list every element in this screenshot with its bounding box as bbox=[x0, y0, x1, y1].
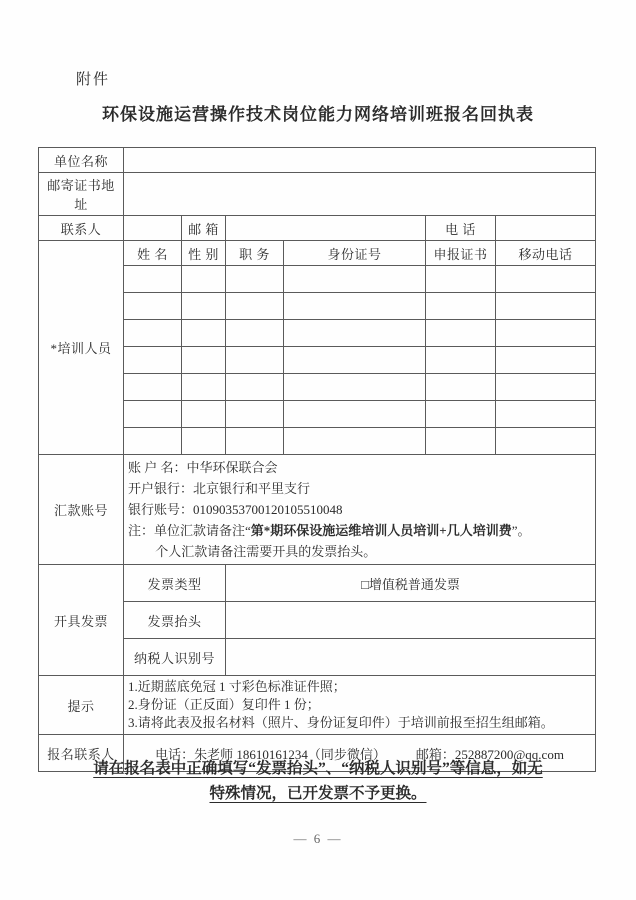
trainee-cell bbox=[284, 320, 426, 347]
unit-name-value-cell bbox=[124, 148, 596, 173]
trainee-cell bbox=[496, 374, 596, 401]
trainee-cell bbox=[182, 293, 226, 320]
remittance-note bbox=[128, 520, 591, 541]
invoice-title-value-cell bbox=[226, 602, 596, 639]
trainee-cell bbox=[226, 428, 284, 455]
trainee-cell bbox=[284, 347, 426, 374]
trainee-cell bbox=[182, 320, 226, 347]
contact-name-cell bbox=[124, 216, 182, 241]
page-title: 环保设施运营操作技术岗位能力网络培训班报名回执表 bbox=[102, 105, 534, 124]
contact-row bbox=[39, 216, 596, 241]
mailing-address-value-cell bbox=[124, 173, 596, 216]
attachment-label: 附件 bbox=[76, 72, 111, 88]
page-number: — 6 — bbox=[293, 831, 343, 846]
unit-name-label: 单位名称 bbox=[39, 148, 124, 173]
trainee-cell bbox=[284, 374, 426, 401]
trainee-cell bbox=[426, 374, 496, 401]
trainee-cell bbox=[496, 428, 596, 455]
trainee-cell bbox=[226, 374, 284, 401]
footer-note-line2: 特殊情况，已开发票不予更换。 bbox=[209, 785, 427, 802]
trainee-cell bbox=[284, 428, 426, 455]
trainee-cell bbox=[426, 347, 496, 374]
trainee-header-row bbox=[39, 241, 596, 266]
trainee-cell bbox=[496, 293, 596, 320]
tips-row bbox=[39, 676, 596, 735]
mailing-address-label: 邮寄证书地址 bbox=[39, 173, 124, 216]
col-header-gender: 性 别 bbox=[182, 241, 226, 266]
trainee-cell bbox=[284, 266, 426, 293]
remittance-details-cell bbox=[124, 455, 596, 565]
trainee-cell bbox=[496, 320, 596, 347]
taxpayer-id-value-cell bbox=[226, 639, 596, 676]
trainee-cell bbox=[124, 293, 182, 320]
trainee-cell bbox=[226, 320, 284, 347]
invoice-type-row bbox=[39, 565, 596, 602]
remittance-bank: 开户银行：北京银行和平里支行 bbox=[128, 481, 311, 496]
trainee-cell bbox=[182, 428, 226, 455]
trainee-cell bbox=[182, 401, 226, 428]
trainee-cell bbox=[182, 266, 226, 293]
remittance-account-name: 账 户 名：中华环保联合会 bbox=[128, 460, 278, 475]
remittance-note-prefix: 注：单位汇款请备注“ bbox=[128, 523, 251, 538]
trainee-cell bbox=[226, 293, 284, 320]
invoice-title-label: 发票抬头 bbox=[124, 602, 226, 639]
remittance-account-number: 银行账号：01090353700120105510048 bbox=[128, 502, 343, 517]
trainee-cell bbox=[426, 266, 496, 293]
trainee-cell bbox=[426, 401, 496, 428]
remittance-note-emphasis: 第*期环保设施运维培训人员培训+几人培训费 bbox=[250, 523, 512, 538]
trainee-cell bbox=[426, 428, 496, 455]
tips-label: 提示 bbox=[39, 676, 124, 735]
registration-contact-phone: 电话：朱老师 18610161234（同步微信） bbox=[155, 746, 386, 762]
invoice-type-checkbox-cell: □增值税普通发票 bbox=[226, 565, 596, 602]
trainee-cell bbox=[124, 320, 182, 347]
registration-contact-label: 报名联系人 bbox=[39, 735, 124, 772]
tip-item-3: 3.请将此表及报名材料（照片、身份证复印件）于培训前报至招生组邮箱。 bbox=[128, 715, 554, 730]
trainee-cell bbox=[284, 293, 426, 320]
trainees-label: *培训人员 bbox=[39, 241, 124, 455]
contact-label: 联系人 bbox=[39, 216, 124, 241]
trainee-cell bbox=[226, 401, 284, 428]
trainee-cell bbox=[226, 266, 284, 293]
trainee-cell bbox=[124, 401, 182, 428]
phone-label: 电 话 bbox=[426, 216, 496, 241]
tip-item-2: 2.身份证（正反面）复印件 1 份； bbox=[128, 697, 320, 712]
col-header-name: 姓 名 bbox=[124, 241, 182, 266]
trainee-cell bbox=[496, 266, 596, 293]
trainee-cell bbox=[182, 374, 226, 401]
trainee-cell bbox=[426, 293, 496, 320]
email-label: 邮 箱 bbox=[182, 216, 226, 241]
col-header-id-number: 身份证号 bbox=[284, 241, 426, 266]
registration-form-table bbox=[38, 147, 596, 772]
tips-content-cell bbox=[124, 676, 596, 735]
email-value-cell bbox=[226, 216, 426, 241]
footer-note-line1: 请在报名表中正确填写“发票抬头”、“纳税人识别号”等信息，如无 bbox=[93, 760, 543, 777]
trainee-cell bbox=[496, 401, 596, 428]
col-header-mobile: 移动电话 bbox=[496, 241, 596, 266]
trainee-cell bbox=[182, 347, 226, 374]
trainee-cell bbox=[426, 320, 496, 347]
remittance-note-suffix: ”。 bbox=[511, 523, 531, 538]
trainee-cell bbox=[124, 428, 182, 455]
tip-item-1: 1.近期蓝底免冠 1 寸彩色标准证件照； bbox=[128, 679, 346, 694]
trainee-cell bbox=[124, 374, 182, 401]
trainee-cell bbox=[124, 266, 182, 293]
footer-note bbox=[0, 756, 636, 806]
remittance-note-line2: 个人汇款请备注需要开具的发票抬头。 bbox=[155, 544, 377, 559]
invoice-type-label: 发票类型 bbox=[124, 565, 226, 602]
invoice-section-label: 开具发票 bbox=[39, 565, 124, 676]
taxpayer-id-label: 纳税人识别号 bbox=[124, 639, 226, 676]
col-header-certificate: 申报证书 bbox=[426, 241, 496, 266]
registration-contact-email: 邮箱：252887200@qq.com bbox=[415, 746, 564, 762]
unit-name-row bbox=[39, 148, 596, 173]
col-header-position: 职 务 bbox=[226, 241, 284, 266]
mailing-address-row bbox=[39, 173, 596, 216]
trainee-cell bbox=[124, 347, 182, 374]
remittance-row bbox=[39, 455, 596, 565]
trainee-cell bbox=[496, 347, 596, 374]
remittance-label: 汇款账号 bbox=[39, 455, 124, 565]
phone-value-cell bbox=[496, 216, 596, 241]
trainee-cell bbox=[284, 401, 426, 428]
trainee-cell bbox=[226, 347, 284, 374]
